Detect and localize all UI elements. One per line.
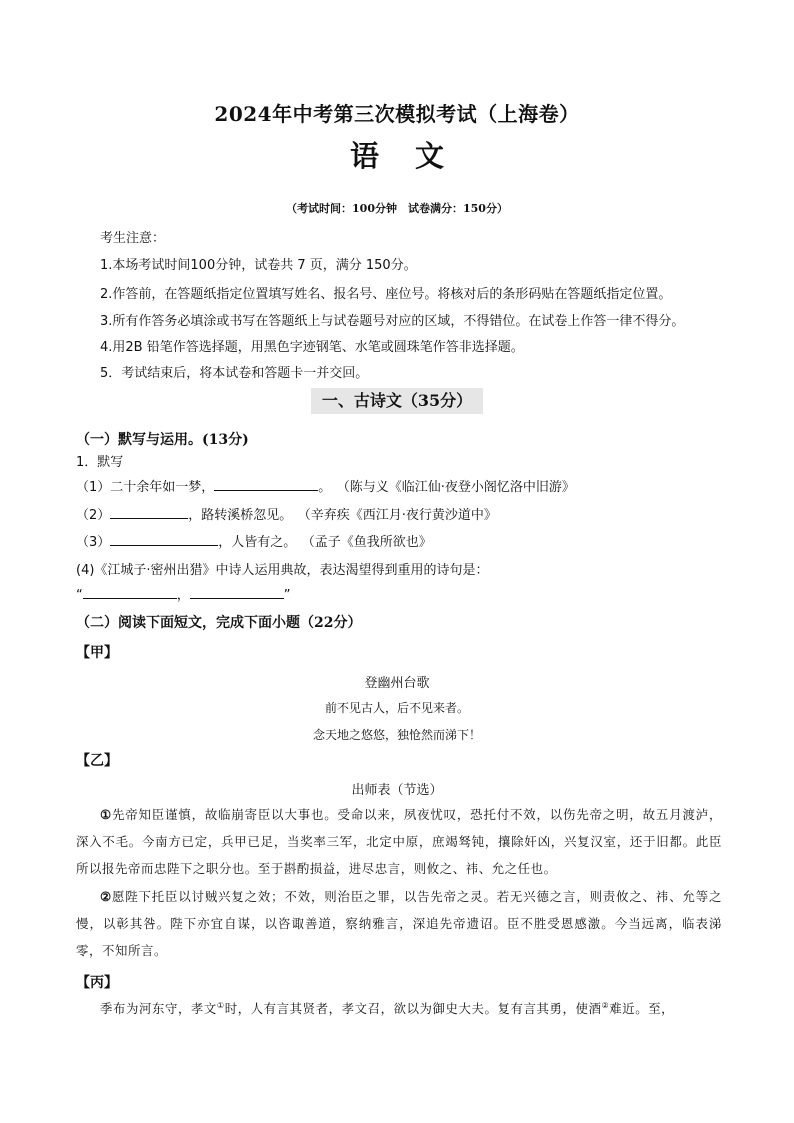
paragraph-text: 先帝知臣谨慎，故临崩寄臣以大事也。受命以来，夙夜忧叹，恐托付不效，以伤先帝之明，故五月渡泸，深入不毛。今南方已定，兵甲已足，当奖率三军，北定中原，庶竭驽钝，攘除奸凶，兴复汉室，还于旧都。此臣所以报先帝而忠陛下之职分也。至于斟酌损益，进尽忠言，则攸之、祎、允之任也。	[76, 807, 722, 876]
part-heading: （二）阅读下面短文，完成下面小题（22分）	[76, 615, 362, 631]
passage-mark-yi: 【乙】	[76, 753, 118, 769]
part-heading: （一）默写与运用。(13分)	[76, 432, 249, 448]
answer-blank[interactable]	[214, 478, 318, 491]
exam-title: 2024年中考第三次模拟考试（上海卷）	[214, 102, 580, 126]
paragraph-number: ①	[100, 807, 112, 822]
q2-tail: ，路转溪桥忽见。	[188, 508, 293, 523]
close-quote: ”	[283, 588, 291, 603]
q2-text: （2）	[76, 508, 111, 523]
answer-blank[interactable]	[110, 506, 188, 519]
q1-tail: 。	[318, 480, 332, 495]
open-quote: “	[76, 588, 83, 603]
exam-info: （考试时间：100分钟 试卷满分：150分）	[286, 202, 508, 215]
notice-item: 5．考试结束后，将本试卷和答题卡一并交回。	[100, 366, 369, 381]
subject-title: 语文	[349, 139, 480, 173]
q3-text: （3）	[76, 535, 111, 550]
comma: ，	[176, 588, 190, 603]
answer-blank[interactable]	[110, 533, 218, 546]
question-label: 1．默写	[76, 455, 124, 470]
q2-source: （辛弃疾《西江月·夜行黄沙道中》	[304, 508, 497, 523]
section-heading: 一、古诗文（35分）	[311, 388, 483, 414]
notice-title: 考生注意：	[100, 231, 166, 246]
paragraph-text: 季布为河东守，孝文	[100, 1001, 217, 1017]
notice-item: 4.用2B 铅笔作答选择题，用黑色字迹钢笔、水笔或圆珠笔作答非选择题。	[100, 340, 524, 355]
answer-blank[interactable]	[190, 586, 284, 599]
poem-title: 登幽州台歌	[364, 676, 430, 691]
paragraph-text: 愿陛下托臣以讨贼兴复之效；不效，则治臣之罪，以告先帝之灵。若无兴德之言，则责攸之、祎、允等之慢，以彰其咎。陛下亦宜自谋，以咨诹善道，察纳雅言，深追先帝遗诏。臣不胜受恩感激。今当远离，临表涕零，不知所言。	[76, 889, 722, 958]
footnote-ref: ②	[601, 1001, 610, 1010]
question-3	[76, 531, 432, 550]
paragraph-1	[76, 801, 722, 882]
answer-blank[interactable]	[83, 586, 177, 599]
passage-mark-bing: 【丙】	[76, 975, 118, 991]
question-1	[76, 476, 575, 495]
q3-tail: ，人皆有之。	[218, 535, 297, 550]
poem-line: 念天地之悠悠，独怆然而涕下！	[312, 728, 481, 742]
passage-mark-jia: 【甲】	[76, 645, 118, 661]
question-4: (4)《江城子·密州出猎》中诗人运用典故，表达渴望得到重用的诗句是：	[76, 563, 489, 578]
q3-source: （孟子《鱼我所欲也》	[308, 535, 432, 550]
paragraph-text: 难近。至，	[609, 1001, 675, 1017]
notice-item: 1.本场考试时间100分钟，试卷共 7 页，满分 150分。	[100, 258, 417, 273]
footnote-ref: ①	[216, 1001, 225, 1010]
question-4-answer	[76, 584, 291, 603]
question-2	[76, 504, 497, 523]
notice-item: 2.作答前，在答题纸指定位置填写姓名、报名号、座位号。将核对后的条形码贴在答题纸指定位置。	[100, 287, 672, 302]
q1-text: （1）二十余年如一梦，	[76, 480, 215, 495]
paragraph-2	[76, 883, 722, 964]
notice-item: 3.所有作答务必填涂或书写在答题纸上与试卷题号对应的区域，不得错位。在试卷上作答一律不得分。	[100, 314, 685, 329]
paragraph-text: 时，人有言其贤者，孝文召，欲以为御史大夫。复有言其勇，使酒	[224, 1001, 602, 1017]
paragraph-3	[76, 992, 722, 1046]
q1-source: （陈与义《临江仙·夜登小阁忆洛中旧游》	[343, 480, 575, 495]
paragraph-number: ②	[100, 889, 112, 904]
poem-line: 前不见古人，后不见来者。	[324, 701, 469, 715]
passage-title: 出师表（节选）	[351, 783, 443, 798]
